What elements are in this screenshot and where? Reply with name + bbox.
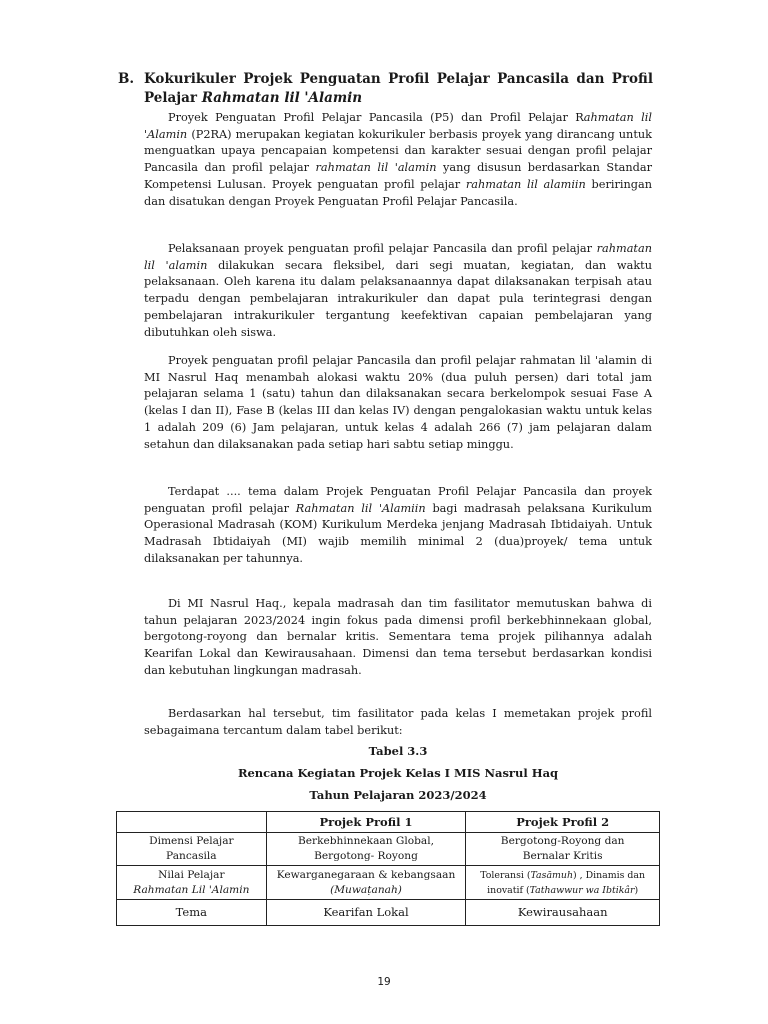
cell-nilai-projek-1 <box>266 866 466 900</box>
paragraph-tema <box>144 484 652 568</box>
nilai-p2-f: ) <box>634 884 639 896</box>
nilai-p2-b: Tasāmuh <box>530 869 574 881</box>
p4-text-a: Terdapat .... tema dalam Projek Penguatan Profil Pelajar Pancasila dan proyek penguatan profil pelajar <box>144 485 652 515</box>
section-title-prefix: Pelajar <box>144 90 197 106</box>
table-header-row <box>117 812 660 833</box>
cell-dimensi-projek-1 <box>266 833 466 866</box>
p1-text-a: Proyek Penguatan Profil Pelajar Pancasila (P5) dan Profil Pelajar R <box>168 111 584 124</box>
dimensi-p2-line2: Bernalar Kritis <box>522 850 603 862</box>
cell-tema-projek-1: Kearifan Lokal <box>266 900 466 926</box>
nilai-label-line2: Rahmatan Lil 'Alamin <box>133 883 250 896</box>
paragraph-p5-p2ra <box>144 110 652 210</box>
table-row-tema <box>117 900 660 926</box>
paragraph-alokasi-waktu: Proyek penguatan profil pelajar Pancasila dan profil pelajar rahmatan lil 'alamin di MI Nasrul Haq menambah alokasi waktu 20% (dua puluh persen) dari total jam pelajaran selama 1 (satu) tahun dan dilaksanakan secara berkelompok sesuai Fase A (kelas I dan II), Fase B (kelas III dan kelas IV) dengan pengalokasian waktu untuk kelas 1 adalah 209 (6) Jam pelajaran, untuk kelas 4 adalah 266 (7) jam pelajaran dalam setahun dan dilaksanakan pada setiap hari sabtu setiap minggu. <box>144 354 652 451</box>
paragraph-pemetaan: Berdasarkan hal tersebut, tim fasilitator pada kelas I memetakan projek profil sebagaimana tercantum dalam tabel berikut: <box>144 707 652 737</box>
project-plan-table <box>116 811 660 926</box>
table-header-empty <box>117 812 267 833</box>
paragraph-keputusan: Di MI Nasrul Haq., kepala madrasah dan tim fasilitator memutuskan bahwa di tahun pelajaran 2023/2024 ingin fokus pada dimensi profil berkebhinnekaan global, bergotong-royong dan bernalar kritis. Sementara tema projek pilihannya adalah Kearifan Lokal dan Kewirausahaan. Dimensi dan tema tersebut berdasarkan kondisi dan kebutuhan lingkungan madrasah. <box>144 597 652 677</box>
nilai-p2-e: Tathawwur wa Ibtikâr <box>529 884 635 896</box>
cell-tema-projek-2: Kewirausahaan <box>466 900 660 926</box>
section-heading <box>118 70 653 108</box>
nilai-p2-d: inovatif ( <box>487 884 530 896</box>
table-caption-title: Rencana Kegiatan Projek Kelas I MIS Nasrul Haq <box>237 766 559 780</box>
section-title-italic: Rahmatan lil 'Alamin <box>201 90 363 106</box>
row-label-tema: Tema <box>117 900 267 926</box>
p4-text-c: bagi madrasah pelaksana Kurikulum Operasional Madrasah (KOM) Kurikulum Merdeka jenjang Madrasah Ibtidaiyah. Untuk Madrasah Ibtidaiyah (MI) wajib memilih minimal 2 (dua)proyek/ tema untuk dilaksanakan per tahunnya. <box>144 501 652 565</box>
p1-text-g: beriringan dan disatukan dengan Proyek Penguatan Profil Pelajar Pancasila. <box>144 177 652 208</box>
p4-italic-b: Rahmatan lil 'Alamiin <box>295 501 426 515</box>
table-header-projek-1: Projek Profil 1 <box>266 812 466 833</box>
p1-text-c: (P2RA) merupakan kegiatan kokurikuler berbasis proyek yang dirancang untuk menguatkan upaya pencapaian kompetensi dan karakter sesuai dengan profil pelajar Pancasila dan profil pelajar <box>144 127 652 175</box>
cell-dimensi-projek-2 <box>466 833 660 866</box>
row-label-dimensi <box>117 833 267 866</box>
p1-italic-d: rahmatan lil 'alamin <box>315 161 437 175</box>
p1-italic-b: ahmatan lil 'Alamin <box>144 111 652 141</box>
dimensi-p1-line1: Berkebhinnekaan Global, <box>297 835 435 847</box>
table-row-nilai <box>117 866 660 900</box>
section-title-line1: Kokurikuler Projek Penguatan Profil Pelajar Pancasila dan Profil <box>144 71 653 87</box>
nilai-p1-line2: (Muwaṭanah) <box>330 883 402 896</box>
section-title <box>144 70 653 108</box>
paragraph-pelaksanaan <box>144 241 652 341</box>
table-caption-number: Tabel 3.3 <box>368 744 428 758</box>
p2-text-c: dilakukan secara fleksibel, dari segi muatan, kegiatan, dan waktu pelaksanaan. Oleh karena itu dalam pelaksanaannya dapat dilaksanakan terpisah atau terpadu dengan pembelajaran intrakurikuler dan dapat pula terintegrasi dengan pembelajaran intrakurikuler tergantung keefektivan capaian pembelajaran yang dibutuhkan oleh siswa. <box>144 258 652 339</box>
p1-text-e: yang disusun berdasarkan Standar Kompetensi Lulusan. Proyek penguatan profil pelajar <box>144 161 653 191</box>
cell-nilai-projek-2 <box>466 866 660 900</box>
section-letter: B. <box>118 71 135 87</box>
p2-text-a: Pelaksanaan proyek penguatan profil pelajar Pancasila dan profil pelajar <box>168 242 597 255</box>
p2-italic-b: rahmatan lil 'alamin <box>144 242 652 272</box>
table-caption-year: Tahun Pelajaran 2023/2024 <box>309 788 487 802</box>
dimensi-label-line1: Dimensi Pelajar <box>149 835 234 847</box>
page-number: 19 <box>377 976 391 988</box>
row-label-nilai <box>117 866 267 900</box>
table-header-projek-2: Projek Profil 2 <box>466 812 660 833</box>
dimensi-label-line2: Pancasila <box>166 850 217 862</box>
nilai-p2-a: Toleransi ( <box>480 869 531 881</box>
dimensi-p2-line1: Bergotong-Royong dan <box>500 835 625 847</box>
dimensi-p1-line2: Bergotong- Royong <box>314 850 418 862</box>
table-row-dimensi <box>117 833 660 866</box>
nilai-p1-line1: Kewarganegaraan & kebangsaan <box>276 868 456 881</box>
nilai-label-line1: Nilai Pelajar <box>158 868 225 881</box>
p1-italic-f: rahmatan lil alamiin <box>465 177 586 191</box>
nilai-p2-c: ) , Dinamis dan <box>573 869 646 881</box>
